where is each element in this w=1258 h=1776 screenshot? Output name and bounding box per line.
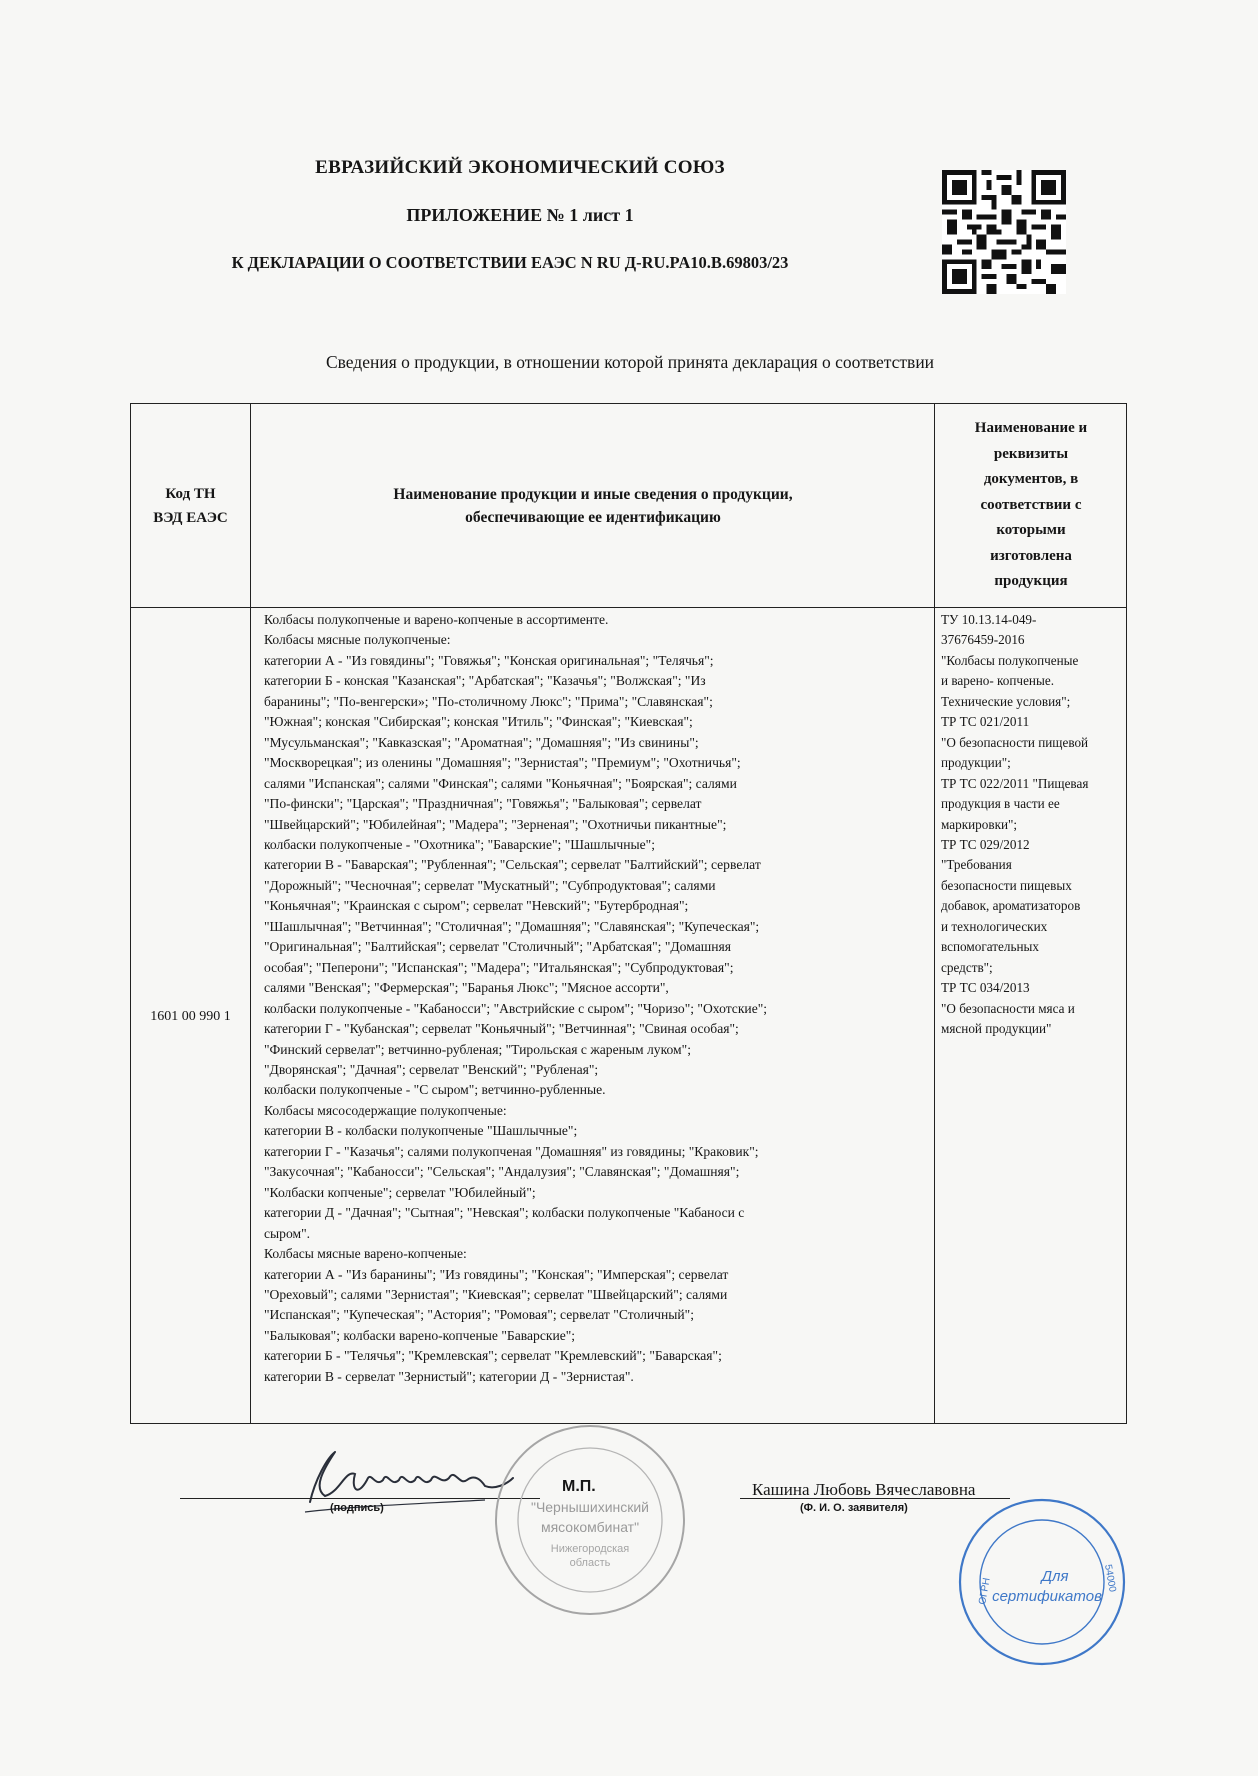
header-code [131,404,250,607]
company-stamp-image [490,1420,690,1620]
document-line: Технические условия"; [941,693,1071,709]
document-line: "О безопасности мяса и [941,1000,1075,1016]
applicant-caption: (Ф. И. О. заявителя) [800,1502,908,1514]
product-line: сыром". [264,1225,311,1241]
document-line: маркировки"; [941,816,1018,832]
product-table [130,403,1127,1424]
signature-caption: (подпись) [330,1502,384,1514]
product-line: "Коньячная"; "Краинская с сыром"; сервелат "Невский"; "Бутербродная"; [264,898,689,914]
documents-cell [941,610,1131,1040]
header-product [252,404,934,607]
product-line: категории Г - "Казачья"; салями полукопченая "Домашняя" из говядины; "Краковик"; [264,1143,759,1159]
intro-text: Сведения о продукции, в отношении которой принята декларация о соответствии [325,352,935,372]
document-line: ТР ТС 021/2011 [941,714,1030,730]
product-line: "Колбаски копченые"; сервелат "Юбилейный"; [264,1184,536,1200]
svg-text:Для: Для [1041,1568,1069,1585]
product-line: "Финский сервелат"; ветчинно-рубленая; "Тирольская с жареным луком"; [264,1041,691,1057]
header-docs-line: соответствии с [980,496,1082,513]
product-line: "Ореховый"; салями "Зернистая"; "Киевская"; сервелат "Швейцарский"; салями [264,1286,728,1302]
header-docs-line: Наименование и [974,420,1088,437]
product-line: "Балыковая"; колбаски варено-копченые "Баварские"; [264,1327,576,1343]
product-line: Колбасы мясные варено-копченые: [264,1246,467,1262]
product-line: Колбасы мясосодержащие полукопченые: [264,1102,507,1118]
header-docs-line: продукция [994,573,1068,590]
product-line: "По-фински"; "Царская"; "Праздничная"; "Говяжья"; "Балыковая"; сервелат [264,796,702,812]
column-divider [250,404,251,1423]
header-docs-line: которыми [996,522,1066,539]
column-divider [934,404,935,1423]
signature-line [180,1498,540,1499]
document-line: мясной продукции" [941,1021,1052,1037]
declaration-number: К ДЕКЛАРАЦИИ О СООТВЕТСТВИИ ЕАЭС N RU Д-RU.PA10.B.69803/23 [231,253,789,272]
document-line: безопасности пищевых [941,877,1072,893]
header-product-line: Наименование продукции и иные сведения о продукции, [393,485,793,503]
product-line: категории В - сервелат "Зернистый"; категории Д - "Зернистая". [264,1368,634,1384]
document-line: добавок, ароматизаторов [941,898,1081,914]
product-line: особая"; "Пеперони"; "Испанская"; "Мадера"; "Итальянская"; "Субпродуктовая"; [264,959,734,975]
product-description-cell [264,610,934,1387]
union-title: ЕВРАЗИЙСКИЙ ЭКОНОМИЧЕСКИЙ СОЮЗ [315,157,725,178]
product-line: категории Д - "Дачная"; "Сытная"; "Невская"; колбаски полукопченые "Кабаноси с [264,1205,745,1221]
document-line: и технологических [941,918,1048,934]
signature-image [285,1440,525,1520]
svg-text:54000: 54000 [1102,1563,1118,1593]
svg-text:мясокомбинат": мясокомбинат" [540,1519,640,1535]
product-line: "Закусочная"; "Кабаносси"; "Сельская"; "Андалузия"; "Славянская"; "Домашняя"; [264,1164,740,1180]
product-line: "Оригинальная"; "Балтийская"; сервелат "Столичный"; "Арбатская"; "Домашняя [264,939,731,955]
product-line: категории А - "Из баранины"; "Из говядины"; "Конская"; "Имперская"; сервелат [264,1266,729,1282]
product-line: категории В - "Баварская"; "Рубленная"; "Сельская"; сервелат "Балтийский"; сервелат [264,857,761,873]
document-line: вспомогательных [941,939,1039,955]
document-line: "Требования [941,857,1012,873]
svg-text:"Чернышихинский: "Чернышихинский [530,1499,650,1515]
seal-label: М.П. [562,1478,596,1495]
product-line: категории А - "Из говядины"; "Говяжья"; "Конская оригинальная"; "Телячья"; [264,652,714,668]
svg-text:область: область [569,1557,611,1569]
product-line: категории В - колбаски полукопченые "Шашлычные"; [264,1123,578,1139]
header-docs-line: документов, в [983,471,1079,488]
document-line: "О безопасности пищевой [941,734,1089,750]
document-line: ТР ТС 029/2012 [941,836,1030,852]
header-code-line: Код ТН [165,485,216,502]
header-code-line: ВЭД ЕАЭС [153,509,228,526]
svg-text:сертификатов: сертификатов [992,1588,1102,1605]
document-line: ТУ 10.13.14-049- [941,612,1037,627]
svg-text:Нижегородская: Нижегородская [550,1543,630,1555]
product-line: колбаски полукопченые - "Охотника"; "Баварские"; "Шашлычные"; [264,836,655,852]
product-line: "Швейцарский"; "Юбилейная"; "Мадера"; "Зерненая"; "Охотничьи пикантные"; [264,816,727,832]
applicant-name: Кашина Любовь Вячеславовна [752,1480,976,1499]
blue-stamp-image [955,1495,1130,1670]
document-line: 37676459-2016 [941,632,1025,648]
qr-code-icon [942,170,1066,294]
product-line: колбаски полукопченые - "Кабаносси"; "Австрийские с сыром"; "Чоризо"; "Охотские"; [264,1000,768,1016]
product-line: Колбасы полукопченые и варено-копченые в ассортименте. [264,612,609,627]
product-line: колбаски полукопченые - "С сыром"; ветчинно-рубленные. [264,1082,606,1098]
product-line: "Южная"; конская "Сибирская"; конская "Итиль"; "Финская"; "Киевская"; [264,714,693,730]
document-line: продукции"; [941,755,1011,771]
product-line: баранины"; "По-венгерски»; "По-столичному Люкс"; "Прима"; "Славянская"; [264,693,713,709]
product-line: "Москворецкая"; из оленины "Домашняя"; "Зернистая"; "Премиум"; "Охотничья"; [264,755,741,771]
header-docs [936,404,1126,607]
document-line: "Колбасы полукопченые [941,652,1079,668]
product-line: категории Б - конская "Казанская"; "Арбатская"; "Казачья"; "Волжская"; "Из [264,673,706,689]
product-line: "Шашлычная"; "Ветчинная"; "Столичная"; "Домашняя"; "Славянская"; "Купеческая"; [264,918,760,934]
header-docs-line: изготовлена [990,547,1072,564]
header-docs-line: реквизиты [993,445,1069,462]
header-divider [131,607,1126,608]
document-line: средств"; [941,959,993,975]
document-line: и варено- копченые. [941,673,1054,689]
header-product-line: обеспечивающие ее идентификацию [465,508,721,526]
svg-text:ОГРН: ОГРН [977,1576,993,1606]
hs-code-cell: 1601 00 990 1 [150,1009,231,1024]
product-line: "Дорожный"; "Чесночная"; сервелат "Мускатный"; "Субпродуктовая"; салями [264,877,716,893]
document-line: ТР ТС 034/2013 [941,980,1030,996]
product-line: Колбасы мясные полукопченые: [264,632,451,648]
product-line: салями "Испанская"; салями "Финская"; салями "Коньячная"; "Боярская"; салями [264,775,737,791]
product-line: категории Б - "Телячья"; "Кремлевская"; сервелат "Кремлевский"; "Баварская"; [264,1348,722,1364]
product-line: "Испанская"; "Купеческая"; "Астория"; "Ромовая"; сервелат "Столичный"; [264,1307,694,1323]
document-line: продукция в части ее [941,796,1060,812]
product-line: салями "Венская"; "Фермерская"; "Баранья Люкс"; "Мясное ассорти", [264,980,669,996]
product-line: "Дворянская"; "Дачная"; сервелат "Венский"; "Рубленая"; [264,1061,599,1077]
document-line: ТР ТС 022/2011 "Пищевая [941,775,1089,791]
product-line: категории Г - "Кубанская"; сервелат "Коньячный"; "Ветчинная"; "Свиная особая"; [264,1021,739,1037]
appendix-title: ПРИЛОЖЕНИЕ № 1 лист 1 [406,205,634,225]
product-line: "Мусульманская"; "Кавказская"; "Ароматная"; "Домашняя"; "Из свинины"; [264,734,699,750]
